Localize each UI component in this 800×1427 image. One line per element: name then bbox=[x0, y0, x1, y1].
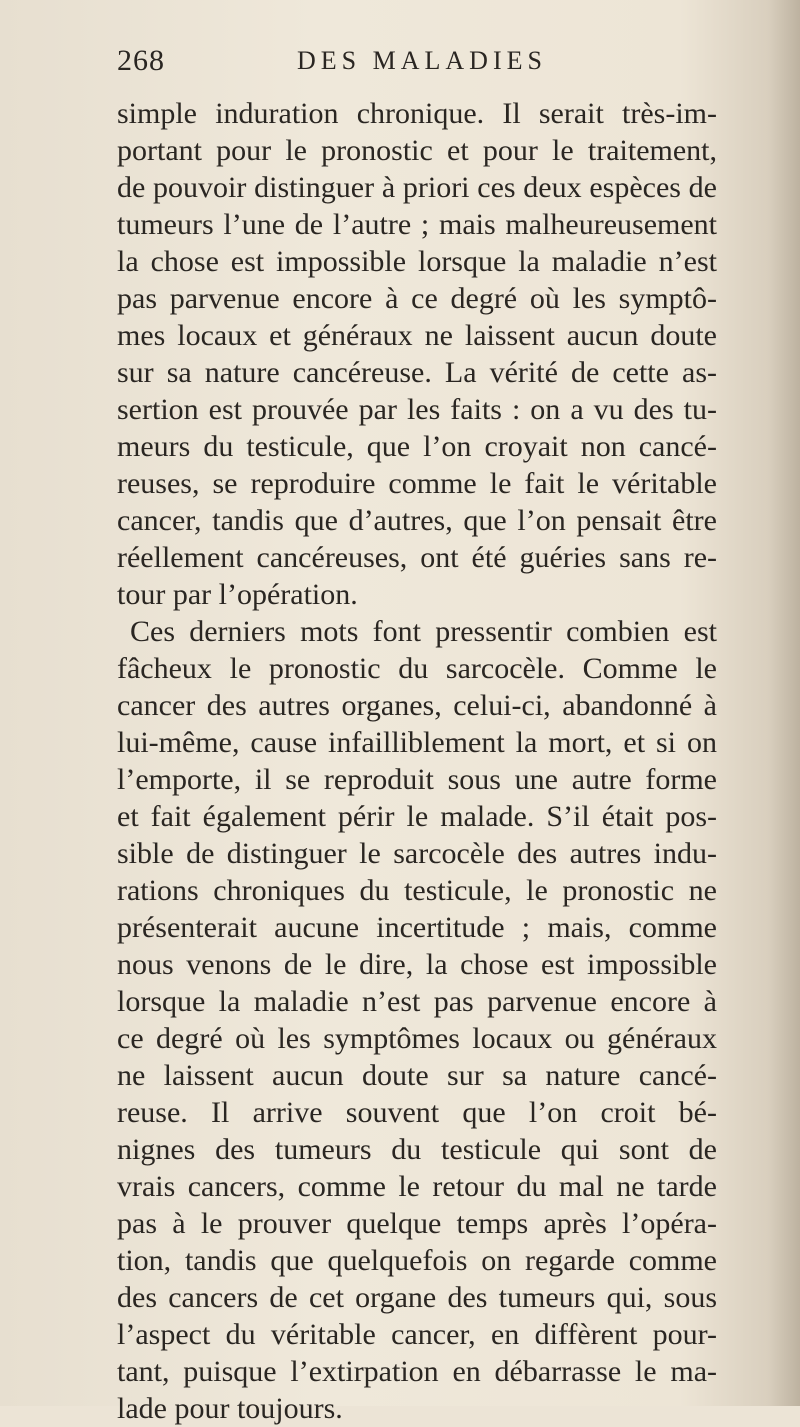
text-line: de pouvoir distinguer à priori ces deux espèces de bbox=[117, 171, 717, 204]
paragraph-start-line: Ces derniers mots font pressentir combien est bbox=[130, 615, 717, 648]
running-head: DES MALADIES bbox=[297, 46, 547, 75]
text-line: des cancers de cet organe des tumeurs qui, sous bbox=[117, 1281, 717, 1314]
text-line: simple induration chronique. Il serait très-im- bbox=[117, 97, 717, 130]
text-line: reuses, se reproduire comme le fait le véritable bbox=[117, 467, 717, 500]
text-line: l’emporte, il se reproduit sous une autre forme bbox=[117, 763, 717, 796]
text-line: tumeurs l’une de l’autre ; mais malheureusement bbox=[117, 208, 717, 241]
text-line: présenterait aucune incertitude ; mais, comme bbox=[117, 911, 717, 944]
text-line: mes locaux et généraux ne laissent aucun doute bbox=[117, 319, 717, 352]
text-line: sur sa nature cancéreuse. La vérité de cette as- bbox=[117, 356, 717, 389]
text-line: tion, tandis que quelquefois on regarde comme bbox=[117, 1244, 717, 1277]
paragraph-end-line: lade pour toujours. bbox=[117, 1392, 343, 1425]
page-header bbox=[117, 44, 717, 84]
text-line: sertion est prouvée par les faits : on a vu des tu- bbox=[117, 393, 717, 426]
text-line: nous venons de le dire, la chose est impossible bbox=[117, 948, 717, 981]
text-line: lui-même, cause infailliblement la mort, et si on bbox=[117, 726, 717, 759]
text-line: la chose est impossible lorsque la maladie n’est bbox=[117, 245, 717, 278]
text-line: vrais cancers, comme le retour du mal ne tarde bbox=[117, 1170, 717, 1203]
text-line: ne laissent aucun doute sur sa nature cancé- bbox=[117, 1059, 717, 1092]
page-number: 268 bbox=[117, 44, 165, 77]
text-line: pas parvenue encore à ce degré où les symptô- bbox=[117, 282, 717, 315]
body-text bbox=[117, 95, 717, 1427]
text-line: réellement cancéreuses, ont été guéries sans re- bbox=[117, 541, 717, 574]
text-line: l’aspect du véritable cancer, en diffèrent pour- bbox=[117, 1318, 717, 1351]
text-line: fâcheux le pronostic du sarcocèle. Comme le bbox=[117, 652, 717, 685]
paragraph-end-line: tour par l’opération. bbox=[117, 578, 358, 611]
text-line: ce degré où les symptômes locaux ou généraux bbox=[117, 1022, 717, 1055]
text-line: tant, puisque l’extirpation en débarrasse le ma- bbox=[117, 1355, 717, 1388]
text-line: nignes des tumeurs du testicule qui sont de bbox=[117, 1133, 717, 1166]
text-line: et fait également périr le malade. S’il était pos- bbox=[117, 800, 717, 833]
text-line: lorsque la maladie n’est pas parvenue encore à bbox=[117, 985, 717, 1018]
text-line: portant pour le pronostic et pour le traitement, bbox=[117, 134, 717, 167]
text-line: meurs du testicule, que l’on croyait non cancé- bbox=[117, 430, 717, 463]
text-line: cancer des autres organes, celui-ci, abandonné à bbox=[117, 689, 717, 722]
text-line: reuse. Il arrive souvent que l’on croit bé- bbox=[117, 1096, 717, 1129]
text-line: pas à le prouver quelque temps après l’opéra- bbox=[117, 1207, 717, 1240]
text-line: cancer, tandis que d’autres, que l’on pensait être bbox=[117, 504, 717, 537]
text-line: sible de distinguer le sarcocèle des autres indu- bbox=[117, 837, 717, 870]
text-line: rations chroniques du testicule, le pronostic ne bbox=[117, 874, 717, 907]
